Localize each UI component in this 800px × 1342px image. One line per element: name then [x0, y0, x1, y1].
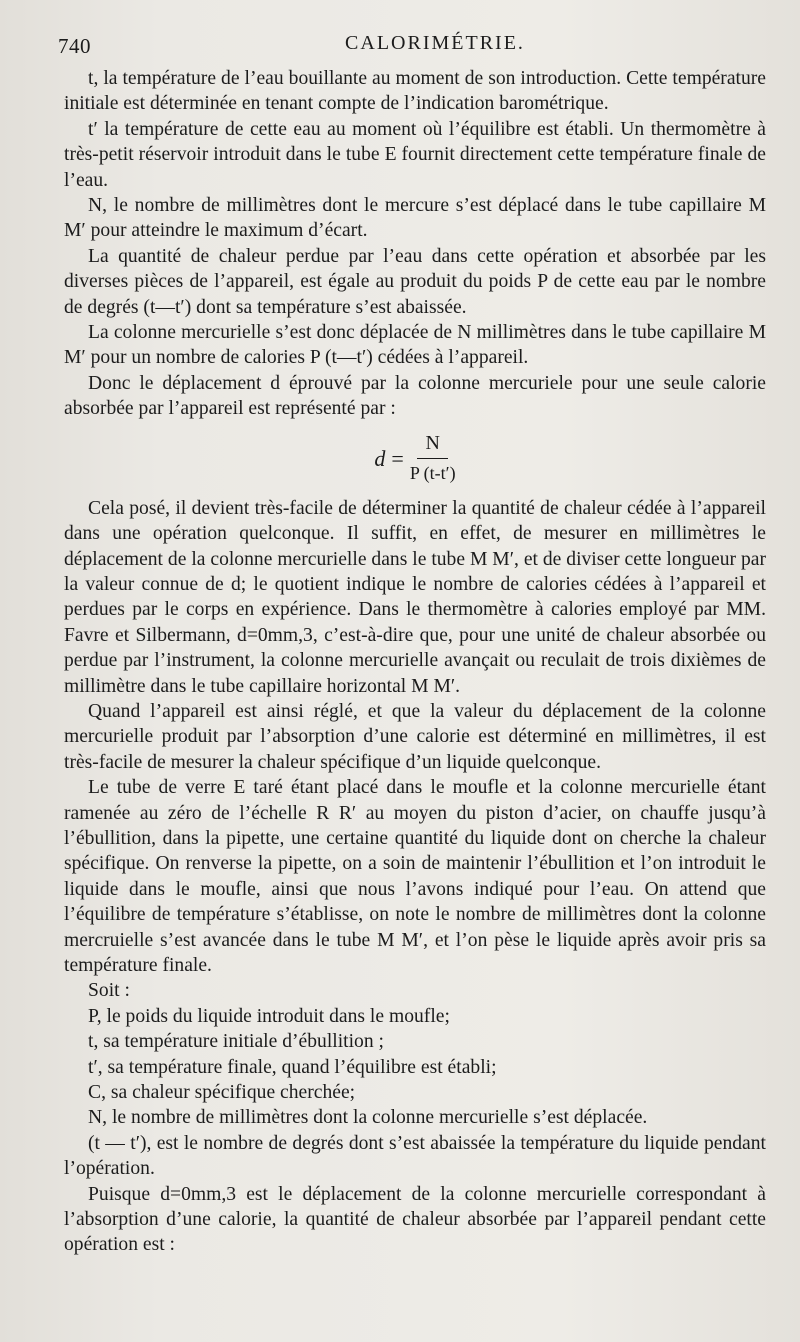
formula-numerator: N — [417, 431, 447, 459]
formula-equals: = — [391, 445, 404, 471]
list-item-specific-heat: C, sa chaleur spécifique cherchée; — [88, 1082, 356, 1104]
paragraph-calibrated: Quand l’appareil est ainsi réglé, et que la valeur du déplacement de la colonne mercurielle produit par l’absorption d’une calorie est déterminé en millimètres, il est très-facile de mesurer la chaleur spécifique d’un liquide quelconque. — [64, 700, 766, 773]
paragraph-single-calorie: Donc le déplacement d éprouvé par la colonne mercuriele pour une seule calorie absorbée par l’appareil est représenté par : — [64, 372, 766, 420]
list-item-initial-temperature: t, sa température initiale d’ébullition ; — [88, 1031, 384, 1053]
paragraph-degrees-lowered: (t — t′), est le nombre de degrés dont s’est abaissée la température du liquide pendant l’opération. — [64, 1132, 766, 1180]
body-text — [64, 66, 766, 1258]
paragraph-heat-lost: La quantité de chaleur perdue par l’eau dans cette opération et absorbée par les diverses pièces de l’appareil, est égale au produit du poids P de cette eau par le nombre de degrés (t—t′) dont sa température s’est abaissée. — [64, 245, 766, 318]
paragraph-soit: Soit : — [88, 980, 130, 1002]
formula-lhs: d — [374, 445, 386, 471]
formula-fraction — [410, 431, 456, 487]
list-item-final-temperature: t′, sa température finale, quand l’équilibre est établi; — [88, 1056, 497, 1078]
displacement-formula — [64, 424, 766, 494]
formula-denominator: P (t-t′) — [409, 463, 456, 484]
page-header — [58, 30, 766, 64]
paragraph-millimeters: N, le nombre de millimètres dont le mercure s’est déplacé dans le tube capillaire M M′ pour atteindre le maximum d’écart. — [64, 195, 766, 242]
paragraph-method: Cela posé, il devient très-facile de déterminer la quantité de chaleur cédée à l’appareil dans une opération quelconque. Il suffit, en effet, de mesurer en millimètres le déplacement de la colonne mercurielle dans le tube M M′, et de diviser cette longueur par la valeur connue de d; le quotient indique le nombre de calories cédées à l’appareil et perdues par le corps en expérience. Dans le thermomètre à calories employé par MM. Favre et Silbermann, d=0mm,3, c’est-à-dire que, pour une unité de chaleur absorbée ou perdue par l’instrument, la colonne mercurielle avançait ou reculait de trois dixièmes de millimètre dans le tube capillaire horizontal M M′. — [64, 497, 766, 697]
paragraph-column-displacement: La colonne mercurielle s’est donc déplacée de N millimètres dans le tube capillaire M M′ pour un nombre de calories P (t—t′) cédées à l’appareil. — [64, 322, 766, 369]
page-number: 740 — [58, 34, 91, 58]
paragraph-final-temperature: t′ la température de cette eau au moment où l’équilibre est établi. Un thermomètre à très-petit réservoir introduit dans le tube E fournit directement cette température finale de l’eau. — [64, 118, 766, 191]
paragraph-heat-absorbed: Puisque d=0mm,3 est le déplacement de la colonne mercurielle correspondant à l’absorption d’une calorie, la quantité de chaleur absorbée par l’appareil pendant cette opération est : — [64, 1183, 766, 1256]
running-title: CALORIMÉTRIE. — [345, 32, 525, 54]
paragraph-millimeters-displaced: N, le nombre de millimètres dont la colonne mercurielle s’est déplacée. — [88, 1107, 648, 1129]
paragraph-initial-temperature: t, la température de l’eau bouillante au moment de son introduction. Cette température initiale est déterminée en tenant compte de l’indication barométrique. — [64, 68, 766, 115]
list-item-weight: P, le poids du liquide introduit dans le moufle; — [88, 1005, 450, 1027]
paragraph-procedure: Le tube de verre E taré étant placé dans le moufle et la colonne mercurielle étant ramenée au zéro de l’échelle R R′ au moyen du piston d’acier, on chauffe jusqu’à l’ébullition, dans la pipette, une certaine quantité du liquide dont on cherche la chaleur spécifique. On renverse la pipette, on a soin de maintenir l’ébullition et l’on introduit le liquide dans le moufle, ainsi que nous l’avons indiqué pour l’eau. On attend que l’équilibre de température s’établisse, on note le nombre de millimètres dont la colonne mercruielle s’est avancée dans le tube M M′, et l’on pèse le liquide après avoir pris sa température finale. — [64, 777, 766, 976]
